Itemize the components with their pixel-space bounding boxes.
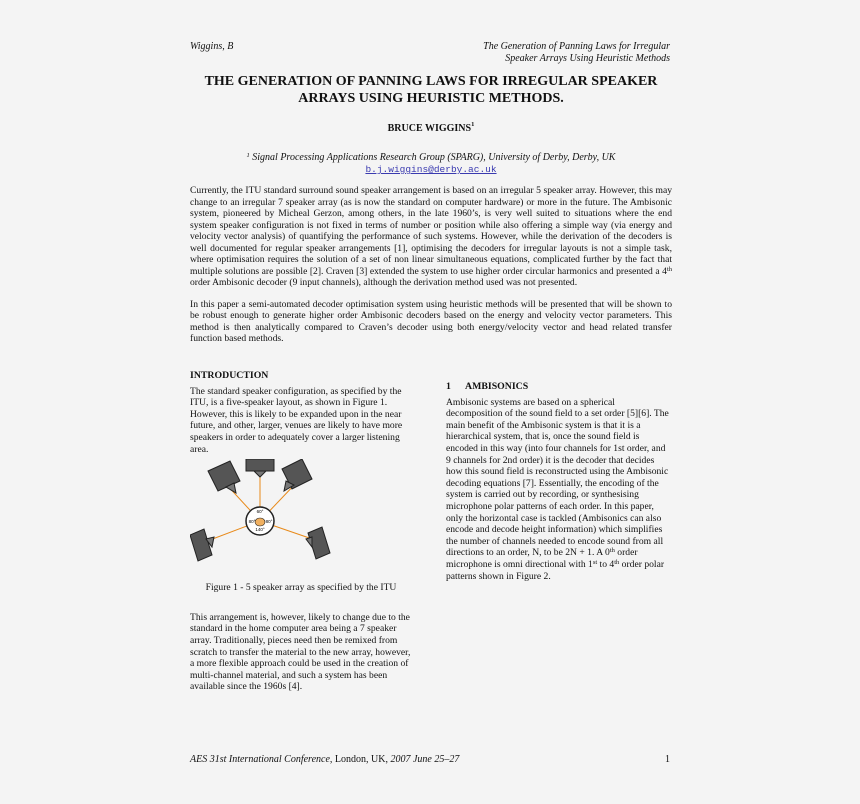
author-email-link[interactable]: b.j.wiggins@derby.ac.uk	[365, 164, 497, 175]
page-number: 1	[665, 754, 670, 765]
angle-label: 140°	[255, 527, 265, 533]
abstract	[190, 185, 672, 355]
intro-paragraph-2: This arrangement is, however, likely to change due to the standard in the home computer area being a 7 speaker array. Traditionally, pieces need then be remixed from scratch to transfer the material to the new array, however, a more flexible approach could be used in the creation of multi-channel material, and such a system has been available since the 1960s [4].	[190, 611, 411, 693]
paper-title: THE GENERATION OF PANNING LAWS FOR IRREGULAR SPEAKER ARRAYS USING HEURISTIC METHODS.	[204, 74, 658, 106]
affiliation: $^1$ Signal Processing Applications Research Group (SPARG), University of Derby, Derby, UK b.j.wiggins@derby.ac.uk	[190, 152, 672, 176]
abstract-paragraph-2: In this paper a semi-automated decoder optimisation system using heuristic methods will be presented that will be shown to be robust enough to generate higher order Ambisonic decoders based on the energy and velocity vector parameters. This method is then analytically compared to Craven’s decoder using both energy/velocity vector and head related transfer function based methods.	[190, 298, 672, 344]
angle-label: 80°	[265, 519, 273, 525]
running-header-author: Wiggins, B	[190, 41, 234, 52]
section-heading-ambisonics: 1 AMBISONICS	[446, 381, 529, 392]
right-column	[446, 381, 672, 582]
speaker-front-right-icon	[282, 459, 312, 491]
figure-1-speaker-array	[190, 459, 412, 574]
speaker-array-diagram	[190, 459, 412, 574]
intro-paragraph-1: The standard speaker configuration, as specified by the ITU, is a five-speaker layout, as shown in Figure 1. However, this is likely to be expanded upon in the near future, and other, larger, venues are likely to have more speakers in order to adequately cover a larger listening area.	[190, 385, 403, 455]
section-heading-introduction: INTRODUCTION	[190, 370, 269, 381]
ambisonics-paragraph-1: Ambisonic systems are based on a spherical decomposition of the sound field to a set order [5][6]. The main benefit of the Ambisonic system is that it is a hierarchical system, that is, once the sound field is encoded in this way (into four channels for 1st order, and 9 channels for 2nd order) it is the decoder that decides how this sound field is reconstructed using the Ambisonic decoding equations [7]. Essentially, the encoding of the system is carried out by recording, or synthesising microphone polar patterns of each order. In this paper, only the horizontal case is tackled (Ambisonics can also encode and decode height information) which simplifies the number of channels needed to encode sound from all directions to an order, N, to be 2N + 1. A 0th order microphone is omni directional with 1st to 4th order polar patterns shown in Figure 2.	[446, 396, 669, 582]
left-column	[190, 370, 412, 693]
author-name: BRUCE WIGGINS$^1$	[387, 121, 475, 134]
speaker-center-icon	[246, 459, 274, 477]
speaker-front-left-icon	[208, 461, 240, 493]
abstract-paragraph-1: Currently, the ITU standard surround sound speaker arrangement is based on an irregular 5 speaker array. However, this may change to an irregular 7 speaker array (as is now the standard on computer hardware) or more in the future. The Ambisonic system, pioneered by Micheal Gerzon, among others, in the late 1960’s, is very well suited to situations where the end system speaker configuration is not fixed in terms of number or position while also offering a simple way (via energy and velocity vector analysis) of quantifying the performance of such systems. However, while the derivation of the decoders is well documented for regular speaker arrangements [1], optimising the decoders for irregular layouts is not a simple task, where optimisation requires the solution of a set of non linear simultaneous equations, complicated further by the fact that multiple solutions are possible [2]. Craven [3] extended the system to use higher order circular harmonics and presented a 4th order Ambisonic decoder (9 input channels), although the derivation method used was not presented.	[190, 185, 672, 288]
running-header-title: The Generation of Panning Laws for Irregular Speaker Arrays Using Heuristic Methods	[483, 41, 670, 64]
angle-label: 60°	[256, 509, 264, 515]
footer-conference: AES 31st International Conference, London, UK, 2007 June 25–27	[190, 754, 460, 765]
speaker-rear-left-icon	[190, 529, 214, 561]
speaker-rear-right-icon	[306, 527, 330, 559]
angle-label: 80°	[248, 519, 256, 525]
figure-1-caption: Figure 1 - 5 speaker array as specified by the ITU	[205, 582, 397, 594]
